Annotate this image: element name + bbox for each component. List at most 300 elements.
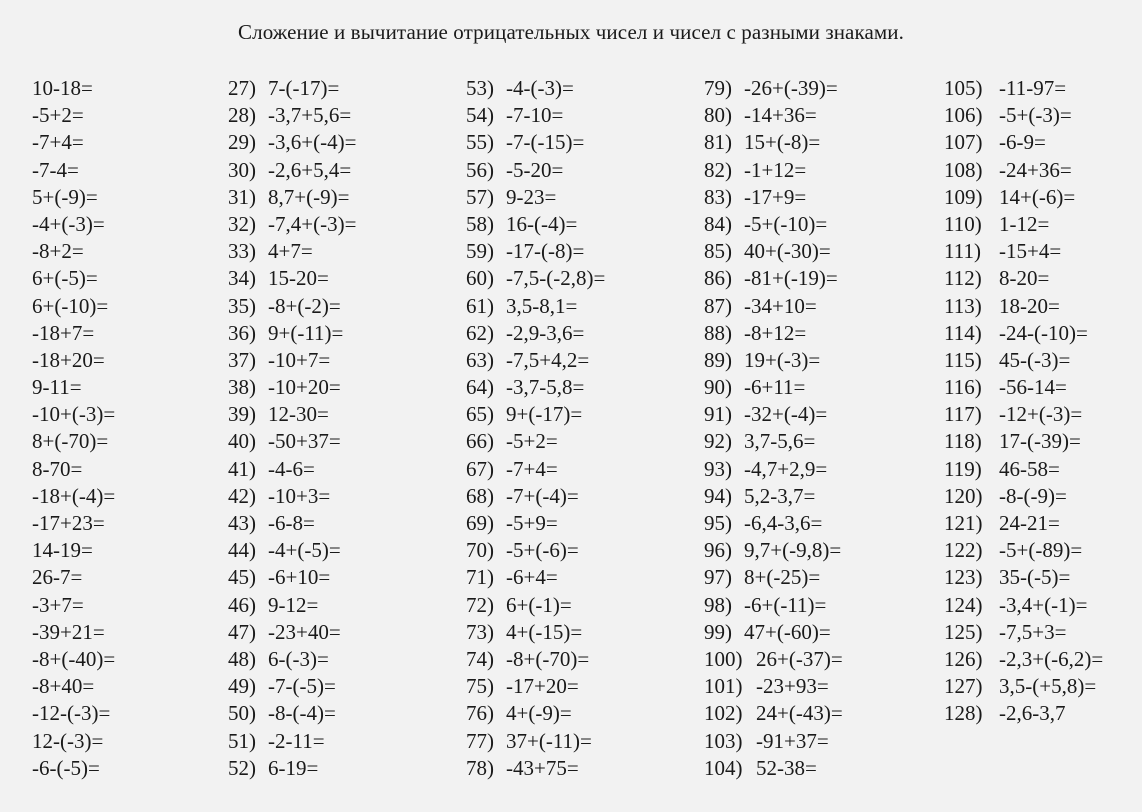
exercise-expression: -34+10= <box>744 293 817 318</box>
exercise-expression: 9-12= <box>268 592 319 617</box>
exercise-item <box>32 728 115 755</box>
exercise-item <box>704 157 843 184</box>
exercise-expression: 8-70= <box>32 456 83 481</box>
exercise-number: 28) <box>228 103 256 128</box>
exercise-item <box>704 347 843 374</box>
exercise-item <box>704 510 843 537</box>
exercise-item <box>228 728 356 755</box>
exercise-number: 64) <box>466 375 494 400</box>
exercise-item <box>466 374 605 401</box>
exercise-item <box>32 510 115 537</box>
exercise-expression: -17+23= <box>32 511 105 535</box>
exercise-expression: -81+(-19)= <box>744 266 838 291</box>
exercise-number: 53) <box>466 76 494 100</box>
exercise-number: 79) <box>704 76 732 100</box>
exercise-number: 31) <box>228 184 256 209</box>
exercise-number: 118) <box>944 429 982 454</box>
exercise-expression: 5,2-3,7= <box>744 483 816 508</box>
exercise-expression: -91+37= <box>756 728 829 753</box>
exercise-item <box>228 673 356 700</box>
exercise-expression: 6+(-5)= <box>32 266 98 291</box>
exercise-expression: -5+(-6)= <box>506 538 579 563</box>
exercise-expression: -5+2= <box>506 429 558 454</box>
exercise-number: 55) <box>466 130 494 155</box>
exercise-expression: -3+7= <box>32 592 84 617</box>
exercise-expression: 24+(-43)= <box>756 701 843 726</box>
exercise-expression: 8-20= <box>999 266 1050 291</box>
exercise-expression: -7,4+(-3)= <box>268 211 357 236</box>
exercise-number: 67) <box>466 456 494 481</box>
exercise-number: 50) <box>228 701 256 726</box>
exercise-item <box>466 102 605 129</box>
exercise-number: 73) <box>466 619 494 644</box>
exercise-expression: -17+9= <box>744 184 807 209</box>
exercise-number: 109) <box>944 184 983 209</box>
exercise-number: 42) <box>228 483 256 508</box>
exercise-number: 115) <box>944 347 982 372</box>
exercise-expression: -18+(-4)= <box>32 483 116 508</box>
exercise-expression: -8-(-9)= <box>999 483 1067 508</box>
exercise-item <box>466 265 605 292</box>
exercise-number: 57) <box>466 184 494 209</box>
exercise-number: 103) <box>704 728 743 753</box>
exercise-item <box>32 401 115 428</box>
exercise-expression: -2-11= <box>268 728 325 753</box>
exercise-item <box>32 456 115 483</box>
exercise-number: 102) <box>704 701 743 726</box>
exercise-item <box>228 619 356 646</box>
exercise-number: 33) <box>228 239 256 264</box>
exercise-expression: -56-14= <box>999 375 1067 400</box>
exercise-item <box>228 564 356 591</box>
exercise-item <box>466 537 605 564</box>
exercise-number: 30) <box>228 157 256 182</box>
exercise-item <box>32 265 115 292</box>
exercise-expression: -11-97= <box>999 76 1067 100</box>
exercise-item <box>944 129 1103 156</box>
exercise-item <box>466 755 605 782</box>
exercise-number: 32) <box>228 211 256 236</box>
exercise-item <box>466 157 605 184</box>
exercise-item <box>32 157 115 184</box>
exercise-expression: 9+(-11)= <box>268 320 344 345</box>
exercise-number: 29) <box>228 130 256 155</box>
exercise-item <box>32 320 115 347</box>
exercise-expression: 18-20= <box>999 293 1060 318</box>
exercise-item <box>704 700 843 727</box>
exercise-number: 38) <box>228 375 256 400</box>
exercise-item <box>704 456 843 483</box>
exercise-expression: 12-30= <box>268 402 329 427</box>
exercise-item <box>704 102 843 129</box>
exercise-number: 99) <box>704 619 732 644</box>
exercise-expression: -2,6+5,4= <box>268 157 352 182</box>
exercise-number: 41) <box>228 456 256 481</box>
exercise-expression: 6+(-10)= <box>32 293 109 318</box>
exercise-number: 112) <box>944 266 982 291</box>
exercise-expression: 3,5-8,1= <box>506 293 578 318</box>
exercise-expression: 46-58= <box>999 456 1060 481</box>
exercise-number: 119) <box>944 456 982 481</box>
exercise-expression: -26+(-39)= <box>744 76 838 100</box>
exercise-expression: -10+3= <box>268 483 331 508</box>
exercise-expression: -4-6= <box>268 456 315 481</box>
exercise-expression: 17-(-39)= <box>999 429 1081 454</box>
exercise-item <box>228 456 356 483</box>
exercise-number: 87) <box>704 293 732 318</box>
exercise-number: 101) <box>704 674 743 699</box>
exercise-item <box>704 728 843 755</box>
exercise-expression: -24-(-10)= <box>999 320 1088 345</box>
exercise-expression: -17+20= <box>506 674 579 699</box>
exercise-item <box>944 564 1103 591</box>
exercise-item <box>704 483 843 510</box>
exercise-item <box>944 401 1103 428</box>
exercise-expression: -7+(-4)= <box>506 483 579 508</box>
exercise-item <box>228 510 356 537</box>
exercise-number: 77) <box>466 728 494 753</box>
exercise-expression: 16-(-4)= <box>506 211 578 236</box>
exercise-item <box>228 646 356 673</box>
exercise-column-5 <box>944 75 1103 728</box>
exercise-expression: -7,5+3= <box>999 619 1067 644</box>
exercise-expression: 6-19= <box>268 755 319 780</box>
exercise-number: 84) <box>704 211 732 236</box>
exercise-number: 97) <box>704 565 732 590</box>
exercise-expression: 9,7+(-9,8)= <box>744 538 842 563</box>
exercise-number: 74) <box>466 646 494 671</box>
exercise-number: 88) <box>704 320 732 345</box>
exercise-number: 83) <box>704 184 732 209</box>
exercise-item <box>228 592 356 619</box>
exercise-number: 126) <box>944 646 983 671</box>
exercise-column-3 <box>466 75 605 782</box>
exercise-number: 124) <box>944 592 983 617</box>
exercise-item <box>944 184 1103 211</box>
exercise-number: 96) <box>704 538 732 563</box>
exercise-expression: 4+(-9)= <box>506 701 572 726</box>
exercise-item <box>228 184 356 211</box>
exercise-expression: 8+(-25)= <box>744 565 821 590</box>
exercise-item <box>944 157 1103 184</box>
exercise-expression: -24+36= <box>999 157 1072 182</box>
exercise-number: 92) <box>704 429 732 454</box>
exercise-expression: 10-18= <box>32 76 93 100</box>
exercise-item <box>704 564 843 591</box>
exercise-expression: -32+(-4)= <box>744 402 828 427</box>
exercise-item <box>466 211 605 238</box>
exercise-number: 108) <box>944 157 983 182</box>
exercise-expression: -39+21= <box>32 619 105 644</box>
exercise-item <box>228 401 356 428</box>
exercise-expression: 6-(-3)= <box>268 646 329 671</box>
exercise-item <box>228 537 356 564</box>
exercise-expression: -5+(-10)= <box>744 211 828 236</box>
exercise-number: 75) <box>466 674 494 699</box>
exercise-expression: 14-19= <box>32 538 93 563</box>
exercise-item <box>944 374 1103 401</box>
exercise-item <box>32 592 115 619</box>
exercise-expression: -10+(-3)= <box>32 402 116 427</box>
exercise-expression: 24-21= <box>999 511 1060 535</box>
exercise-expression: 9+(-17)= <box>506 402 583 427</box>
exercise-number: 66) <box>466 429 494 454</box>
exercise-number: 68) <box>466 483 494 508</box>
exercise-item <box>944 75 1103 102</box>
exercise-item <box>228 374 356 401</box>
exercise-number: 51) <box>228 728 256 753</box>
exercise-number: 78) <box>466 755 494 780</box>
exercise-number: 76) <box>466 701 494 726</box>
exercise-number: 90) <box>704 375 732 400</box>
exercise-number: 128) <box>944 701 983 726</box>
exercise-item <box>466 619 605 646</box>
exercise-item <box>32 755 115 782</box>
exercise-number: 123) <box>944 565 983 590</box>
exercise-item <box>32 619 115 646</box>
exercise-expression: -7+4= <box>32 130 84 155</box>
exercise-expression: -23+93= <box>756 674 829 699</box>
exercise-expression: -43+75= <box>506 755 579 780</box>
exercise-expression: -3,7-5,8= <box>506 375 585 400</box>
exercise-item <box>228 347 356 374</box>
exercise-number: 52) <box>228 755 256 780</box>
exercise-number: 58) <box>466 211 494 236</box>
exercise-expression: -6+11= <box>744 375 806 400</box>
exercise-expression: -50+37= <box>268 429 341 454</box>
exercise-item <box>466 646 605 673</box>
exercise-column-1 <box>32 75 115 782</box>
exercise-item <box>32 428 115 455</box>
exercise-number: 35) <box>228 293 256 318</box>
exercise-item <box>944 211 1103 238</box>
exercise-item <box>704 374 843 401</box>
exercise-expression: 9-11= <box>32 375 82 400</box>
exercise-item <box>32 347 115 374</box>
exercise-expression: -8+40= <box>32 674 95 699</box>
exercise-item <box>466 673 605 700</box>
exercise-expression: 47+(-60)= <box>744 619 831 644</box>
exercise-item <box>704 646 843 673</box>
exercise-expression: -18+20= <box>32 347 105 372</box>
exercise-number: 121) <box>944 511 983 535</box>
exercise-item <box>466 510 605 537</box>
exercise-number: 91) <box>704 402 732 427</box>
exercise-number: 98) <box>704 592 732 617</box>
exercise-expression: -6+4= <box>506 565 558 590</box>
exercise-item <box>466 728 605 755</box>
exercise-expression: -5+(-3)= <box>999 103 1072 128</box>
exercise-expression: -8+2= <box>32 239 84 264</box>
exercise-expression: -7,5+4,2= <box>506 347 590 372</box>
exercise-number: 82) <box>704 157 732 182</box>
exercise-number: 71) <box>466 565 494 590</box>
exercise-number: 70) <box>466 538 494 563</box>
exercise-item <box>32 102 115 129</box>
exercise-expression: 26-7= <box>32 565 83 590</box>
exercise-item <box>32 184 115 211</box>
exercise-expression: -3,7+5,6= <box>268 103 352 128</box>
exercise-expression: -10+7= <box>268 347 331 372</box>
exercise-item <box>228 211 356 238</box>
exercise-item <box>228 700 356 727</box>
exercise-item <box>32 673 115 700</box>
exercise-expression: 40+(-30)= <box>744 239 831 264</box>
exercise-expression: -7,5-(-2,8)= <box>506 266 606 291</box>
exercise-item <box>704 320 843 347</box>
exercise-number: 61) <box>466 293 494 318</box>
exercise-item <box>466 184 605 211</box>
exercise-expression: 6+(-1)= <box>506 592 572 617</box>
exercise-item <box>466 129 605 156</box>
exercise-item <box>944 700 1103 727</box>
exercise-item <box>944 428 1103 455</box>
exercise-number: 36) <box>228 320 256 345</box>
exercise-expression: -6-(-5)= <box>32 755 100 780</box>
exercise-item <box>228 320 356 347</box>
exercise-expression: 52-38= <box>756 755 817 780</box>
exercise-number: 65) <box>466 402 494 427</box>
exercise-number: 81) <box>704 130 732 155</box>
exercise-number: 120) <box>944 483 983 508</box>
exercise-expression: -8+12= <box>744 320 807 345</box>
exercise-item <box>704 428 843 455</box>
exercise-item <box>466 564 605 591</box>
exercise-number: 44) <box>228 538 256 563</box>
exercise-number: 60) <box>466 266 494 291</box>
exercise-number: 86) <box>704 266 732 291</box>
exercise-number: 39) <box>228 402 256 427</box>
exercise-item <box>228 265 356 292</box>
exercise-number: 63) <box>466 347 494 372</box>
exercise-expression: -8-(-4)= <box>268 701 336 726</box>
exercise-expression: -8+(-2)= <box>268 293 341 318</box>
exercise-item <box>944 673 1103 700</box>
exercise-expression: -4-(-3)= <box>506 76 574 100</box>
exercise-item <box>944 619 1103 646</box>
exercise-item <box>228 483 356 510</box>
exercise-number: 127) <box>944 674 983 699</box>
exercise-expression: -8+(-40)= <box>32 646 116 671</box>
exercise-expression: -1+12= <box>744 157 807 182</box>
exercise-expression: -6,4-3,6= <box>744 511 823 535</box>
exercise-item <box>704 537 843 564</box>
exercise-number: 105) <box>944 76 983 100</box>
exercise-expression: -23+40= <box>268 619 341 644</box>
exercise-number: 89) <box>704 347 732 372</box>
exercise-number: 122) <box>944 538 983 563</box>
exercise-number: 40) <box>228 429 256 454</box>
exercise-item <box>228 428 356 455</box>
exercise-item <box>228 755 356 782</box>
page-title: Сложение и вычитание отрицательных чисел и чисел с разными знаками. <box>238 20 904 44</box>
exercise-item <box>32 564 115 591</box>
exercise-item <box>944 347 1103 374</box>
exercise-number: 56) <box>466 157 494 182</box>
exercise-item <box>944 102 1103 129</box>
exercise-expression: 35-(-5)= <box>999 565 1071 590</box>
exercise-item <box>32 483 115 510</box>
exercise-expression: -7-(-5)= <box>268 674 336 699</box>
exercise-expression: -6-9= <box>999 130 1046 155</box>
exercise-expression: 19+(-3)= <box>744 347 821 372</box>
exercise-expression: -5+(-89)= <box>999 538 1083 563</box>
exercise-item <box>228 293 356 320</box>
exercise-number: 100) <box>704 646 743 671</box>
exercise-expression: -4+(-3)= <box>32 211 105 236</box>
exercise-number: 94) <box>704 483 732 508</box>
exercise-column-4 <box>704 75 843 782</box>
exercise-expression: 3,7-5,6= <box>744 429 816 454</box>
exercise-expression: -10+20= <box>268 375 341 400</box>
exercise-number: 125) <box>944 619 983 644</box>
exercise-expression: -3,4+(-1)= <box>999 592 1088 617</box>
exercise-number: 49) <box>228 674 256 699</box>
exercise-number: 54) <box>466 103 494 128</box>
exercise-number: 27) <box>228 76 256 100</box>
exercise-expression: -5+9= <box>506 511 558 535</box>
exercise-column-2 <box>228 75 356 782</box>
exercise-item <box>228 102 356 129</box>
exercise-item <box>944 456 1103 483</box>
exercise-expression: 1-12= <box>999 211 1050 236</box>
exercise-expression: -12+(-3)= <box>999 402 1083 427</box>
exercise-number: 34) <box>228 266 256 291</box>
exercise-number: 43) <box>228 511 256 535</box>
exercise-item <box>704 184 843 211</box>
exercise-expression: -7-4= <box>32 157 79 182</box>
exercise-item <box>466 293 605 320</box>
exercise-item <box>32 700 115 727</box>
exercise-expression: -5-20= <box>506 157 564 182</box>
exercise-expression: 37+(-11)= <box>506 728 592 753</box>
exercise-expression: -2,3+(-6,2)= <box>999 646 1104 671</box>
exercise-item <box>466 428 605 455</box>
exercise-item <box>32 238 115 265</box>
exercise-expression: -7+4= <box>506 456 558 481</box>
exercise-number: 95) <box>704 511 732 535</box>
exercise-expression: -6+10= <box>268 565 331 590</box>
exercise-item <box>32 537 115 564</box>
exercise-expression: 12-(-3)= <box>32 728 104 753</box>
exercise-expression: 14+(-6)= <box>999 184 1076 209</box>
exercise-number: 93) <box>704 456 732 481</box>
exercise-item <box>466 483 605 510</box>
exercise-item <box>704 265 843 292</box>
exercise-item <box>466 700 605 727</box>
exercise-item <box>228 129 356 156</box>
exercise-item <box>944 265 1103 292</box>
exercise-item <box>228 157 356 184</box>
exercise-number: 114) <box>944 320 982 345</box>
exercise-item <box>32 75 115 102</box>
exercise-item <box>466 75 605 102</box>
exercise-number: 106) <box>944 103 983 128</box>
exercise-number: 107) <box>944 130 983 155</box>
exercise-expression: -2,9-3,6= <box>506 320 585 345</box>
exercise-item <box>32 129 115 156</box>
exercise-item <box>704 129 843 156</box>
exercise-expression: 45-(-3)= <box>999 347 1071 372</box>
exercise-item <box>704 401 843 428</box>
exercise-item <box>944 293 1103 320</box>
exercise-item <box>704 75 843 102</box>
exercise-item <box>704 619 843 646</box>
exercise-expression: -15+4= <box>999 239 1062 264</box>
exercise-number: 47) <box>228 619 256 644</box>
exercise-expression: -7-(-15)= <box>506 130 585 155</box>
exercise-number: 72) <box>466 592 494 617</box>
